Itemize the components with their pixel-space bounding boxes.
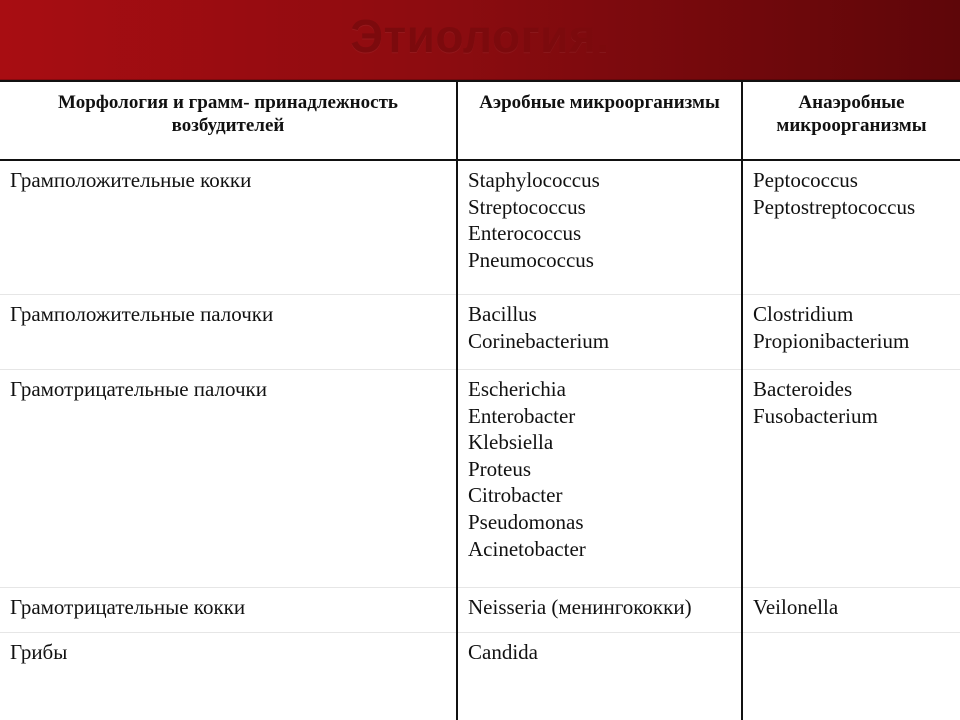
table-row (0, 588, 960, 633)
slide-title: Этиология. (350, 10, 610, 62)
anaerobic-cell (742, 370, 960, 588)
header-morphology: Морфология и грамм- принадлежность возбудителей (0, 81, 457, 160)
morphology-cell: Грамотрицательные палочки (0, 370, 457, 588)
anaerobic-cell (742, 633, 960, 720)
anaerobic-cell (742, 295, 960, 370)
etiology-table (0, 80, 960, 720)
organism-name: Citrobacter (468, 483, 563, 508)
organism-name: Fusobacterium (753, 403, 878, 428)
organism-name: Klebsiella (468, 430, 554, 455)
morphology-cell: Грамположительные кокки (0, 160, 457, 295)
morphology-cell: Грамположительные палочки (0, 295, 457, 370)
anaerobic-cell (742, 588, 960, 633)
organism-name: Acinetobacter (468, 536, 586, 561)
title-banner (0, 0, 960, 80)
organism-name: Pneumococcus (468, 247, 594, 272)
organism-name: Candida (468, 640, 538, 664)
organism-name: Peptostreptococcus (753, 194, 916, 219)
aerobic-cell (457, 160, 742, 295)
organism-name: Bacteroides (753, 377, 853, 401)
table-row (0, 160, 960, 295)
header-aerobic: Аэробные микроорганизмы (457, 81, 742, 160)
organism-name: Propionibacterium (753, 328, 910, 353)
organism-name: Enterobacter (468, 403, 576, 428)
table-row (0, 370, 960, 588)
organism-name: Veilonella (753, 595, 839, 619)
aerobic-cell (457, 633, 742, 720)
table-row (0, 633, 960, 720)
organism-name: Peptococcus (753, 168, 858, 192)
aerobic-cell (457, 588, 742, 633)
morphology-cell: Грамотрицательные кокки (0, 588, 457, 633)
organism-name: Staphylococcus (468, 168, 600, 192)
organism-name: Neisseria (менингококки) (468, 595, 692, 619)
header-anaerobic: Анаэробные микроорганизмы (742, 81, 960, 160)
organism-name: Corinebacterium (468, 328, 610, 353)
anaerobic-cell (742, 160, 960, 295)
organism-name: Escherichia (468, 377, 566, 401)
organism-name: Proteus (468, 456, 531, 481)
aerobic-cell (457, 370, 742, 588)
organism-name: Clostridium (753, 302, 854, 326)
morphology-cell: Грибы (10, 640, 68, 664)
organism-name: Enterococcus (468, 221, 582, 246)
organism-name: Streptococcus (468, 194, 586, 219)
organism-name: Bacillus (468, 302, 537, 326)
table-header-row (0, 81, 960, 160)
organism-name: Pseudomonas (468, 509, 584, 534)
aerobic-cell (457, 295, 742, 370)
table-row (0, 295, 960, 370)
